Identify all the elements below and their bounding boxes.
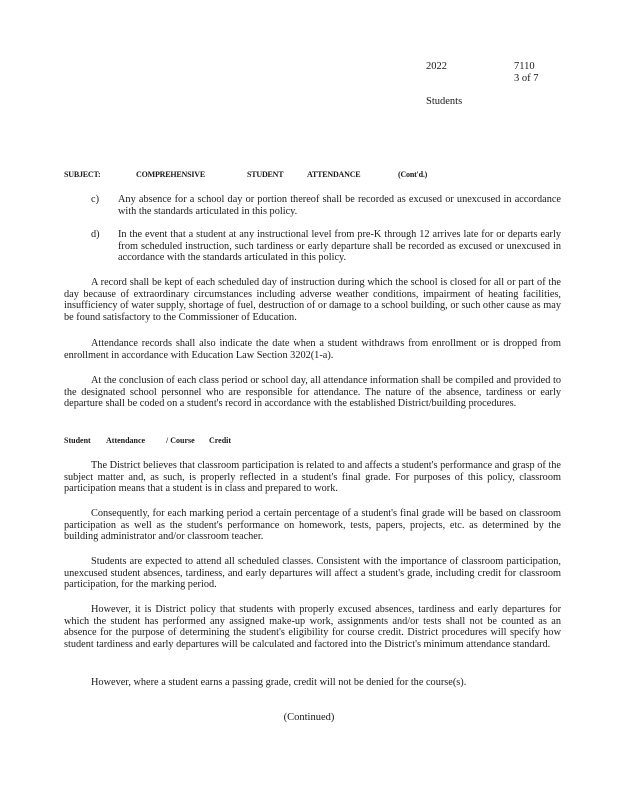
paragraph-attendance-compilation: At the conclusion of each class period or school day, all attendance information shall be compiled and provided to the designated school personnel who are responsible for attendance. The nature of the absence, tardiness or early departure shall be coded on a student's record in accordance with the established District/building procedures. (64, 375, 561, 410)
paragraph-participation-belief: The District believes that classroom participation is related to and affects a student's performance and grasp of the subject matter and, as such, is properly reflected in a student's final grade. For purposes of this policy, classroom participation means that a student is in class and prepared to work. (64, 460, 561, 495)
subject-suffix: (Cont'd.) (398, 170, 428, 179)
paragraph-closure-record: A record shall be kept of each scheduled day of instruction during which the school is closed for all or part of the day because of extraordinary circumstances including adverse weather conditions, impairment of heating facilities, insufficiency of water supply, shortage of fuel, destruction of or damage to a school building, or such other cause as may be found satisfactory to the Commissioner of Education. (64, 277, 561, 323)
header-page-indicator: 3 of 7 (514, 73, 539, 84)
subheading-word: Credit (209, 436, 232, 445)
subject-word-attendance: ATTENDANCE (307, 170, 361, 179)
subheading-word: Student (64, 436, 91, 445)
list-item-text: In the event that a student at any instructional level from pre-K through 12 arrives late for or departs early from scheduled instruction, such tardiness or early departure shall be recorded as excused or unexcused in accordance with the standards articulated in this policy. (118, 229, 561, 264)
paragraph-marking-period: Consequently, for each marking period a certain percentage of a student's final grade will be based on classroom participation as well as the student's performance on homework, tests, papers, projects, etc. as determined by the building administrator and/or classroom teacher. (64, 508, 561, 543)
list-item-d (91, 229, 561, 264)
header-year: 2022 (426, 61, 447, 72)
list-item-c (91, 194, 561, 217)
subject-word-student: STUDENT (247, 170, 284, 179)
list-item-text: Any absence for a school day or portion thereof shall be recorded as excused or unexcused in accordance with the standards articulated in this policy. (118, 194, 561, 217)
continued-label: (Continued) (283, 712, 335, 723)
paragraph-passing-grade: However, where a student earns a passing grade, credit will not be denied for the course(s). (91, 677, 467, 688)
paragraph-expected-attendance: Students are expected to attend all scheduled classes. Consistent with the importance of classroom participation, unexcused student absences, tardiness, and early departures will affect a student's grade, including credit for classroom participation, for the marking period. (64, 556, 561, 591)
subheading-word: Attendance (106, 436, 146, 445)
paragraph-excused-absences: However, it is District policy that students with properly excused absences, tardiness and early departures for which the student has performed any assigned make-up work, assignments and/or tests shall not be counted as an absence for the purpose of determining the student's eligibility for course credit. District procedures will specify how student tardiness and early departures will be calculated and factored into the District's minimum attendance standard. (64, 604, 561, 650)
header-section: Students (426, 96, 463, 107)
list-marker: c) (91, 194, 99, 205)
header-policy-number: 7110 (514, 61, 535, 72)
list-marker: d) (91, 229, 100, 240)
subheading-word: / Course (166, 436, 195, 445)
subject-word-comprehensive: COMPREHENSIVE (136, 170, 205, 179)
subject-label: SUBJECT: (64, 170, 101, 179)
paragraph-withdrawal-record: Attendance records shall also indicate the date when a student withdraws from enrollment or is dropped from enrollment in accordance with Education Law Section 3202(1-a). (64, 338, 561, 361)
